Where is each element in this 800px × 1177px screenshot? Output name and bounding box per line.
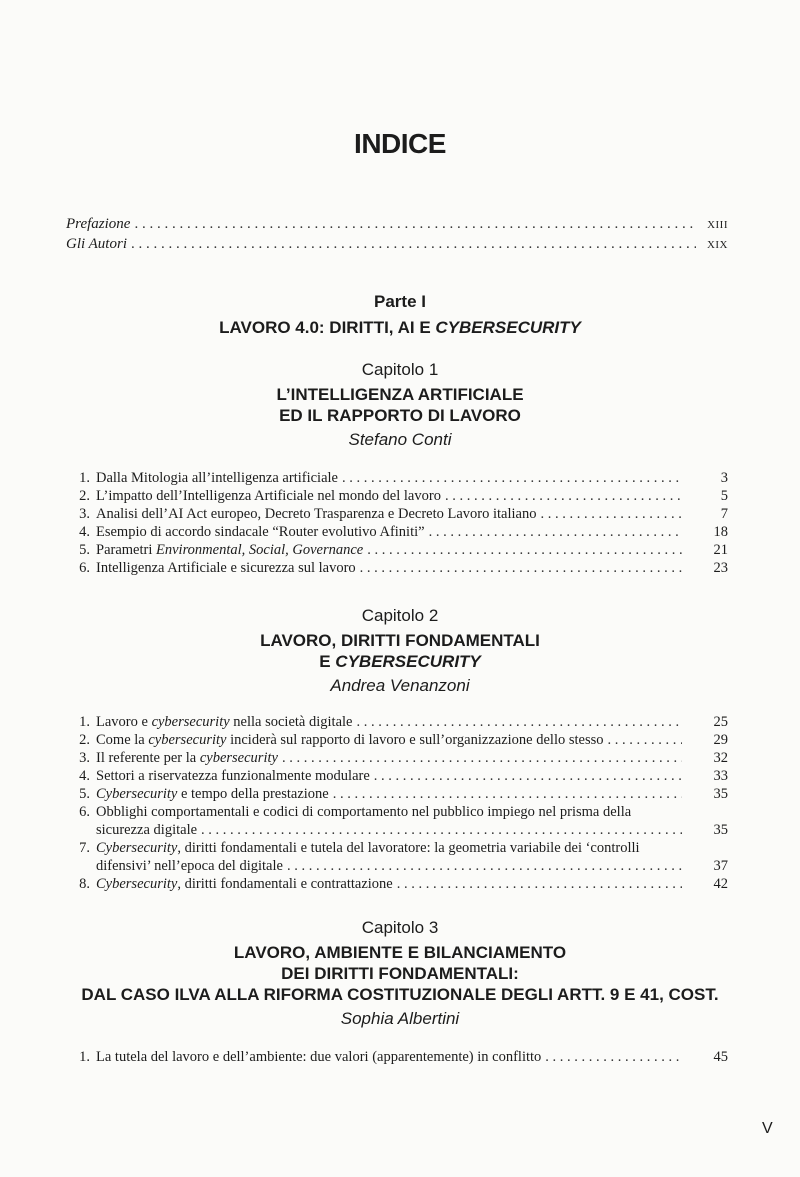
entry-text-line: sicurezza digitale (96, 822, 198, 838)
leader-dots (356, 713, 682, 731)
chapter-title-line (0, 651, 800, 672)
entry-page: 25 (713, 714, 728, 730)
page-title: INDICE (354, 128, 446, 159)
chapter-label: Capitolo 3 (361, 918, 439, 937)
entry-text (96, 875, 393, 893)
part-title-italic: CYBERSECURITY (435, 318, 581, 337)
entry-text-line: difensivi’ nell’epoca del digitale (96, 858, 283, 874)
leader-dots (333, 785, 682, 803)
entry-text-part: nella società digitale (229, 714, 353, 730)
leader-dots (367, 541, 682, 559)
entry-number: 2. (79, 488, 90, 504)
entry-text-plain: Parametri (96, 542, 156, 558)
toc-entry[interactable] (72, 505, 728, 523)
chapter-3-toc (72, 1048, 728, 1066)
part-heading (0, 292, 800, 338)
entry-number: 5. (79, 542, 90, 558)
entry-number: 5. (79, 786, 90, 802)
entry-text (96, 785, 329, 803)
toc-entry[interactable] (72, 541, 728, 559)
entry-number: 4. (79, 768, 90, 784)
entry-text: Analisi dell’AI Act europeo, Decreto Trasparenza e Decreto Lavoro italiano (96, 506, 537, 522)
chapter-label: Capitolo 2 (361, 606, 439, 625)
entry-text: L’impatto dell’Intelligenza Artificiale nel mondo del lavoro (96, 488, 441, 504)
chapter-title-line: DEI DIRITTI FONDAMENTALI: (281, 964, 519, 983)
chapter-2-toc (72, 713, 728, 893)
entry-text-italic: cybersecurity (148, 732, 227, 748)
entry-number: 1. (79, 470, 90, 486)
toc-entry[interactable] (72, 469, 728, 487)
entry-page: 21 (713, 542, 728, 558)
entry-page: 32 (713, 750, 728, 766)
entry-page: XIII (707, 219, 728, 231)
leader-dots (545, 1048, 682, 1066)
toc-entry[interactable] (72, 803, 728, 839)
chapter-title-line: L’INTELLIGENZA ARTIFICIALE (276, 385, 524, 404)
toc-entry[interactable] (72, 839, 728, 875)
leader-dots (131, 236, 696, 253)
leader-dots (374, 767, 682, 785)
entry-text-part: , diritti fondamentali e tutela del lavoratore: la geometria variabile dei ‘controlli (177, 840, 640, 856)
chapter-author: Andrea Venanzoni (330, 676, 470, 695)
entry-text: Esempio di accordo sindacale “Router evolutivo Afiniti” (96, 524, 425, 540)
toc-entry-authors[interactable] (66, 236, 728, 256)
chapter-title-line: ED IL RAPPORTO DI LAVORO (279, 406, 521, 425)
leader-dots (134, 216, 696, 233)
toc-entry[interactable] (72, 749, 728, 767)
entry-page: XIX (706, 239, 728, 251)
entry-page: 35 (713, 786, 728, 802)
toc-entry[interactable] (72, 523, 728, 541)
part-title (0, 318, 800, 338)
entry-text-line (96, 839, 688, 857)
leader-dots (287, 857, 682, 875)
toc-entry[interactable] (72, 731, 728, 749)
chapter-title-italic: CYBERSECURITY (335, 652, 481, 671)
entry-number: 6. (79, 560, 90, 576)
entry-text (96, 713, 352, 731)
entry-text (96, 767, 370, 785)
chapter-label: Capitolo 1 (361, 360, 439, 379)
entry-page: 35 (713, 822, 728, 838)
entry-label: Gli Autori (66, 236, 127, 252)
leader-dots (360, 559, 682, 577)
entry-text (96, 749, 278, 767)
part-label: Parte I (374, 292, 426, 311)
front-matter-list (66, 216, 728, 256)
entry-page: 29 (713, 732, 728, 748)
entry-page: 42 (713, 876, 728, 892)
entry-text-italic: Cybersecurity (96, 840, 178, 856)
entry-number: 3. (79, 506, 90, 522)
toc-entry-preface[interactable] (66, 216, 728, 236)
entry-number: 3. (79, 750, 90, 766)
entry-number: 6. (79, 804, 90, 820)
chapter-author: Sophia Albertini (340, 1009, 460, 1028)
chapter-title-line: LAVORO, DIRITTI FONDAMENTALI (260, 631, 540, 650)
leader-dots (201, 821, 682, 839)
entry-page: 18 (713, 524, 728, 540)
leader-dots (429, 523, 682, 541)
leader-dots (445, 487, 682, 505)
entry-text-part: , diritti fondamentali e contrattazione (177, 876, 393, 892)
entry-text-italic: Cybersecurity (96, 786, 178, 802)
entry-number: 1. (79, 1049, 90, 1065)
entry-text: Intelligenza Artificiale e sicurezza sul lavoro (96, 560, 356, 576)
entry-number: 4. (79, 524, 90, 540)
chapter-title (0, 384, 800, 426)
entry-text-italic: Environmental, Social, Governance (156, 542, 364, 558)
entry-text-italic: cybersecurity (151, 714, 230, 730)
part-title-text: LAVORO 4.0: DIRITTI, AI E (219, 318, 436, 337)
entry-page: 37 (713, 858, 728, 874)
entry-page: 5 (720, 488, 728, 504)
entry-page: 45 (713, 1049, 728, 1065)
chapter-author: Stefano Conti (348, 430, 452, 449)
entry-text (96, 541, 363, 559)
toc-entry[interactable] (72, 487, 728, 505)
entry-text-line: Obblighi comportamentali e codici di comportamento nel pubblico impiego nel prisma della (96, 804, 632, 820)
entry-text-part: Lavoro e (96, 714, 152, 730)
leader-dots (397, 875, 682, 893)
entry-page: 23 (713, 560, 728, 576)
chapter-2-heading (0, 606, 800, 696)
entry-label: Prefazione (66, 216, 131, 232)
leader-dots (540, 505, 682, 523)
entry-page: 33 (713, 768, 728, 784)
page-folio: V (762, 1120, 773, 1137)
chapter-title-line: DAL CASO ILVA ALLA RIFORMA COSTITUZIONALE DEGLI ARTT. 9 E 41, COST. (81, 985, 719, 1004)
chapter-title (0, 630, 800, 672)
entry-text: Dalla Mitologia all’intelligenza artificiale (96, 470, 338, 486)
entry-page: 7 (720, 506, 728, 522)
toc-entry[interactable] (72, 785, 728, 803)
chapter-1-toc (72, 469, 728, 577)
chapter-1-heading (0, 360, 800, 450)
toc-entry[interactable] (72, 1048, 728, 1066)
toc-entry[interactable] (72, 767, 728, 785)
chapter-title-plain: E (319, 652, 336, 671)
entry-text: La tutela del lavoro e dell’ambiente: due valori (apparentemente) in conflitto (96, 1049, 542, 1065)
leader-dots (282, 749, 682, 767)
entry-text-italic: Cybersecurity (96, 876, 178, 892)
entry-number: 1. (79, 714, 90, 730)
entry-page: 3 (720, 470, 728, 486)
entry-text-part: Il referente per la (96, 750, 200, 766)
leader-dots (342, 469, 682, 487)
toc-entry[interactable] (72, 559, 728, 577)
entry-text (96, 731, 604, 749)
entry-number: 7. (79, 840, 90, 856)
toc-entry[interactable] (72, 713, 728, 731)
chapter-title (0, 942, 800, 1005)
entry-text-part: Settori a riservatezza funzionalmente modulare (96, 768, 370, 784)
entry-number: 8. (79, 876, 90, 892)
entry-number: 2. (79, 732, 90, 748)
leader-dots (608, 731, 683, 749)
chapter-3-heading (0, 918, 800, 1029)
entry-text-part: e tempo della prestazione (177, 786, 329, 802)
entry-text-italic: cybersecurity (199, 750, 278, 766)
chapter-title-line: LAVORO, AMBIENTE E BILANCIAMENTO (233, 943, 567, 962)
entry-text-part: Come la (96, 732, 149, 748)
toc-entry[interactable] (72, 875, 728, 893)
entry-text-part: inciderà sul rapporto di lavoro e sull’organizzazione dello stesso (226, 732, 604, 748)
